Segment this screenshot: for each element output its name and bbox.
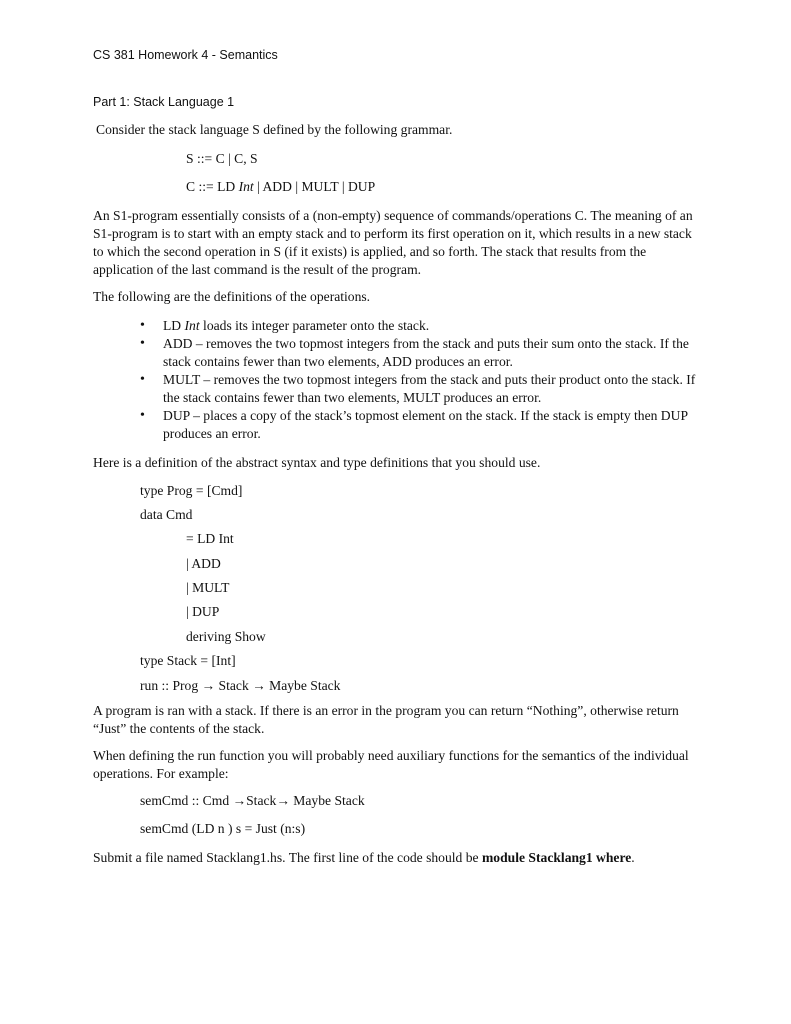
code-line-4: | ADD bbox=[186, 556, 221, 571]
bullet-mult: • MULT – removes the two topmost integers from the stack and puts their product onto the stack. If the stack contains fewer than two elements, MULT produces an error. bbox=[140, 371, 700, 407]
semcmd-type: semCmd :: Cmd →Stack→ Maybe Stack bbox=[140, 793, 365, 808]
semcmd-definition: semCmd (LD n ) s = Just (n:s) bbox=[140, 821, 306, 836]
syntax-intro: Here is a definition of the abstract syntax and type definitions that you should use. bbox=[93, 455, 541, 470]
code-line-7: deriving Show bbox=[186, 629, 266, 644]
code-line-8: type Stack = [Int] bbox=[140, 653, 236, 668]
intro-text: Consider the stack language S defined by the following grammar. bbox=[96, 122, 453, 137]
submit-prefix: Submit a file named Stacklang1.hs. The first line of the code should be bbox=[93, 850, 482, 865]
document-title: CS 381 Homework 4 - Semantics bbox=[93, 48, 278, 62]
bullet-ld-suffix: loads its integer parameter onto the stack. bbox=[199, 318, 430, 333]
bullet-ld-prefix: LD bbox=[163, 318, 185, 333]
code-line-6: | DUP bbox=[186, 604, 220, 619]
run-description: A program is ran with a stack. If there is an error in the program you can return “Nothing”, otherwise return “Just” the contents of the stack. bbox=[93, 703, 679, 736]
grammar-rule-c-prefix: C ::= LD bbox=[186, 179, 239, 194]
grammar-rule-c-italic: Int bbox=[238, 179, 254, 194]
bullet-ld bbox=[140, 317, 700, 335]
grammar-rule-c-suffix: | ADD | MULT | DUP bbox=[253, 179, 376, 194]
submit-instructions bbox=[93, 850, 635, 866]
operations-list bbox=[140, 317, 700, 443]
code-line-5: | MULT bbox=[186, 580, 230, 595]
code-line-1: type Prog = [Cmd] bbox=[140, 483, 243, 498]
program-description: An S1-program essentially consists of a (non-empty) sequence of commands/operations C. The meaning of an S1-program is to start with an empty stack and to perform its first operation on it, which results in a new stack to which the second operation in S (if it exists) is applied, and so forth. The stack that results from the application of the last command is the result of the program. bbox=[93, 208, 693, 277]
grammar-rule-s: S ::= C | C, S bbox=[186, 151, 258, 166]
grammar-rule-c bbox=[186, 179, 375, 195]
submit-module-line: module Stacklang1 where bbox=[481, 850, 632, 865]
part-heading: Part 1: Stack Language 1 bbox=[93, 95, 235, 109]
auxiliary-description: When defining the run function you will probably need auxiliary functions for the semantics of the individual operations. For example: bbox=[93, 748, 689, 781]
code-line-9: run :: Prog → Stack → Maybe Stack bbox=[140, 678, 341, 693]
bullet-ld-italic: Int bbox=[184, 318, 200, 333]
code-line-3: = LD Int bbox=[186, 531, 234, 546]
bullet-add: • ADD – removes the two topmost integers from the stack and puts their sum onto the stack. If the stack contains fewer than two elements, ADD produces an error. bbox=[140, 335, 700, 371]
code-line-2: data Cmd bbox=[140, 507, 193, 522]
bullet-dup: • DUP – places a copy of the stack’s topmost element on the stack. If the stack is empty then DUP produces an error. bbox=[140, 407, 700, 443]
submit-suffix: . bbox=[631, 850, 635, 865]
definitions-intro: The following are the definitions of the operations. bbox=[93, 289, 371, 304]
